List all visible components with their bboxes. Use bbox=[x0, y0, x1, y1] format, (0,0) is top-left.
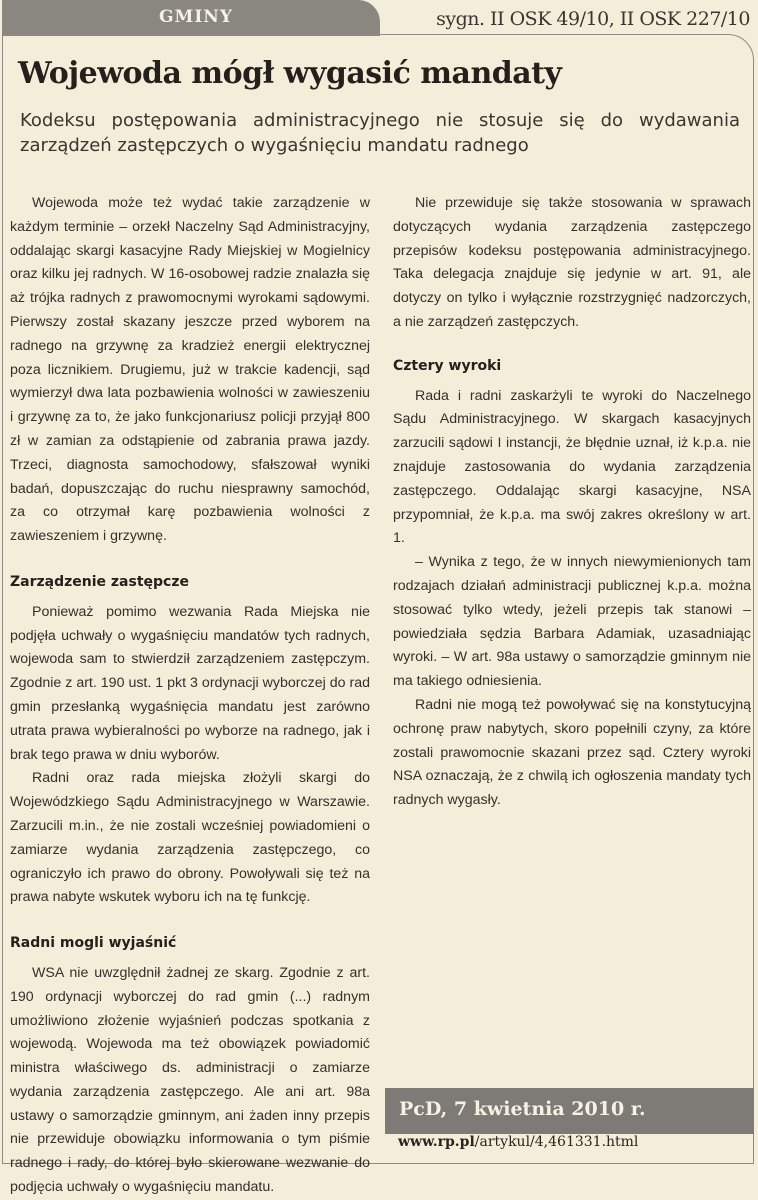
source-box bbox=[385, 1088, 754, 1134]
section-label: GMINY bbox=[159, 7, 233, 27]
paragraph: Radni oraz rada miejska złożyli skargi do Wojewódzkiego Sądu Administracyjnego w Warszawie. Zarzucili m.in., że nie zostali wcześniej powiadomieni o zamiarze wydania zarządzenia zastępczego, co ograniczyło ich prawo do obrony. Powoływali się też na prawa nabyte wskutek wyboru ich na tę funkcję. bbox=[10, 770, 370, 906]
paragraph: Nie przewiduje się także stosowania w sprawach dotyczących wydania zarządzenia zastępczego przepisów kodeksu postępowania administracyjnego. Taka delegacja znajduje się jedynie w art. 91, ale dotyczy on tylko i wyłącznie rozstrzygnięć nadzorczych, a nie zarządzeń zastępczych. bbox=[393, 195, 751, 330]
link-path: /artykul/4,461331.html bbox=[474, 1134, 639, 1150]
case-signature: sygn. II OSK 49/10, II OSK 227/10 bbox=[436, 8, 750, 30]
section-heading: Cztery wyroki bbox=[393, 357, 502, 374]
right-column bbox=[393, 192, 751, 813]
source-label: PcD, 7 kwietnia 2010 r. bbox=[399, 1098, 646, 1120]
paragraph: – Wynika z tego, że w innych niewymienionych tam rodzajach działań administracji publicznej k.p.a. można stosować tylko wtedy, jeżeli przepis tak stanowi – powiedziała sędzia Barbara Adamiak, uzasadniając wyroki. – W art. 98a ustawy o samorządzie gminnym nie ma takiego odniesienia. bbox=[393, 554, 751, 690]
article-link[interactable] bbox=[398, 1134, 638, 1150]
section-heading: Zarządzenie zastępcze bbox=[10, 573, 189, 590]
paragraph: WSA nie uwzględnił żadnej ze skarg. Zgodnie z art. 190 ordynacji wyborczej do rad gmin (...) radnym umożliwiono złożenie wyjaśnień podczas spotkania z wojewodą. Wojewoda ma też obowiązek powiadomić ministra właściwego ds. administracji o zamiarze wydania zarządzenia zastępczego. Ale ani art. 98a ustawy o samorządzie gminnym, ani żaden inny przepis nie przewiduje obowiązku informowania o tym piśmie radnego i rady, do której było skierowane wezwanie do podjęcia uchwały o wygaśnięciu mandatu. bbox=[10, 964, 370, 1196]
left-column bbox=[10, 192, 370, 1200]
article-title: Wojewoda mógł wygasić mandaty bbox=[18, 56, 562, 91]
article-subtitle: Kodeksu postępowania administracyjnego nie stosuje się do wydawania zarządzeń zastępczych o wygaśnięciu mandatu radnego bbox=[20, 110, 740, 156]
link-domain: www.rp.pl bbox=[398, 1134, 475, 1150]
paragraph: Rada i radni zaskarżyli te wyroki do Naczelnego Sądu Administracyjnego. W skargach kasacyjnych zarzucili sądowi I instancji, że błędnie uznał, iż k.p.a. nie znajduje zastosowania do wydania zarządzenia zastępczego. Oddalając skargi kasacyjne, NSA przypomniał, że k.p.a. ma swój zakres określony w art. 1. bbox=[393, 387, 751, 547]
paragraph: Ponieważ pomimo wezwania Rada Miejska nie podjęła uchwały o wygaśnięciu mandatów tych radnych, wojewoda sam to stwierdził zarządzeniem zastępczym. Zgodnie z art. 190 ust. 1 pkt 3 ordynacji wyborczej do rad gmin przesłanką wygaśnięcia mandatu jest zarówno utrata prawa wybieralności po wyborze na radnego, jak i brak tego prawa w dniu wyborów. bbox=[10, 603, 370, 763]
section-tab bbox=[2, 0, 380, 36]
paragraph: Radni nie mogą też powoływać się na konstytucyjną ochronę praw nabytych, skoro popełnili czyny, za które zostali prawomocnie skazani przez sąd. Cztery wyroki NSA oznaczają, że z chwilą ich ogłoszenia mandaty tych radnych wygasły. bbox=[393, 696, 751, 809]
paragraph: Wojewoda może też wydać takie zarządzenie w każdym terminie – orzekł Naczelny Sąd Administracyjny, oddalając skargi kasacyjne Rady Miejskiej w Mogielnicy oraz kilku jej radnych. W 16-osobowej radzie znalazła się aż trójka radnych z prawomocnymi wyrokami sądowymi. Pierwszy został skazany jeszcze przed wyborem na radnego na grzywnę za kradzież energii elektrycznej poza licznikiem. Drugiemu, już w trakcie kadencji, sąd wymierzył dwa lata pozbawienia wolności w zawieszeniu i grzywnę za to, że jako funkcjonariusz policji przyjął 800 zł w zamian za odstąpienie od zabrania prawa jazdy. Trzeci, diagnosta samochodowy, sfałszował wyniki badań, dopuszczając do ruchu niesprawny samochód, za co otrzymał karę pozbawienia wolności z zawieszeniem i grzywnę. bbox=[10, 195, 370, 545]
section-heading: Radni mogli wyjaśnić bbox=[10, 935, 177, 952]
